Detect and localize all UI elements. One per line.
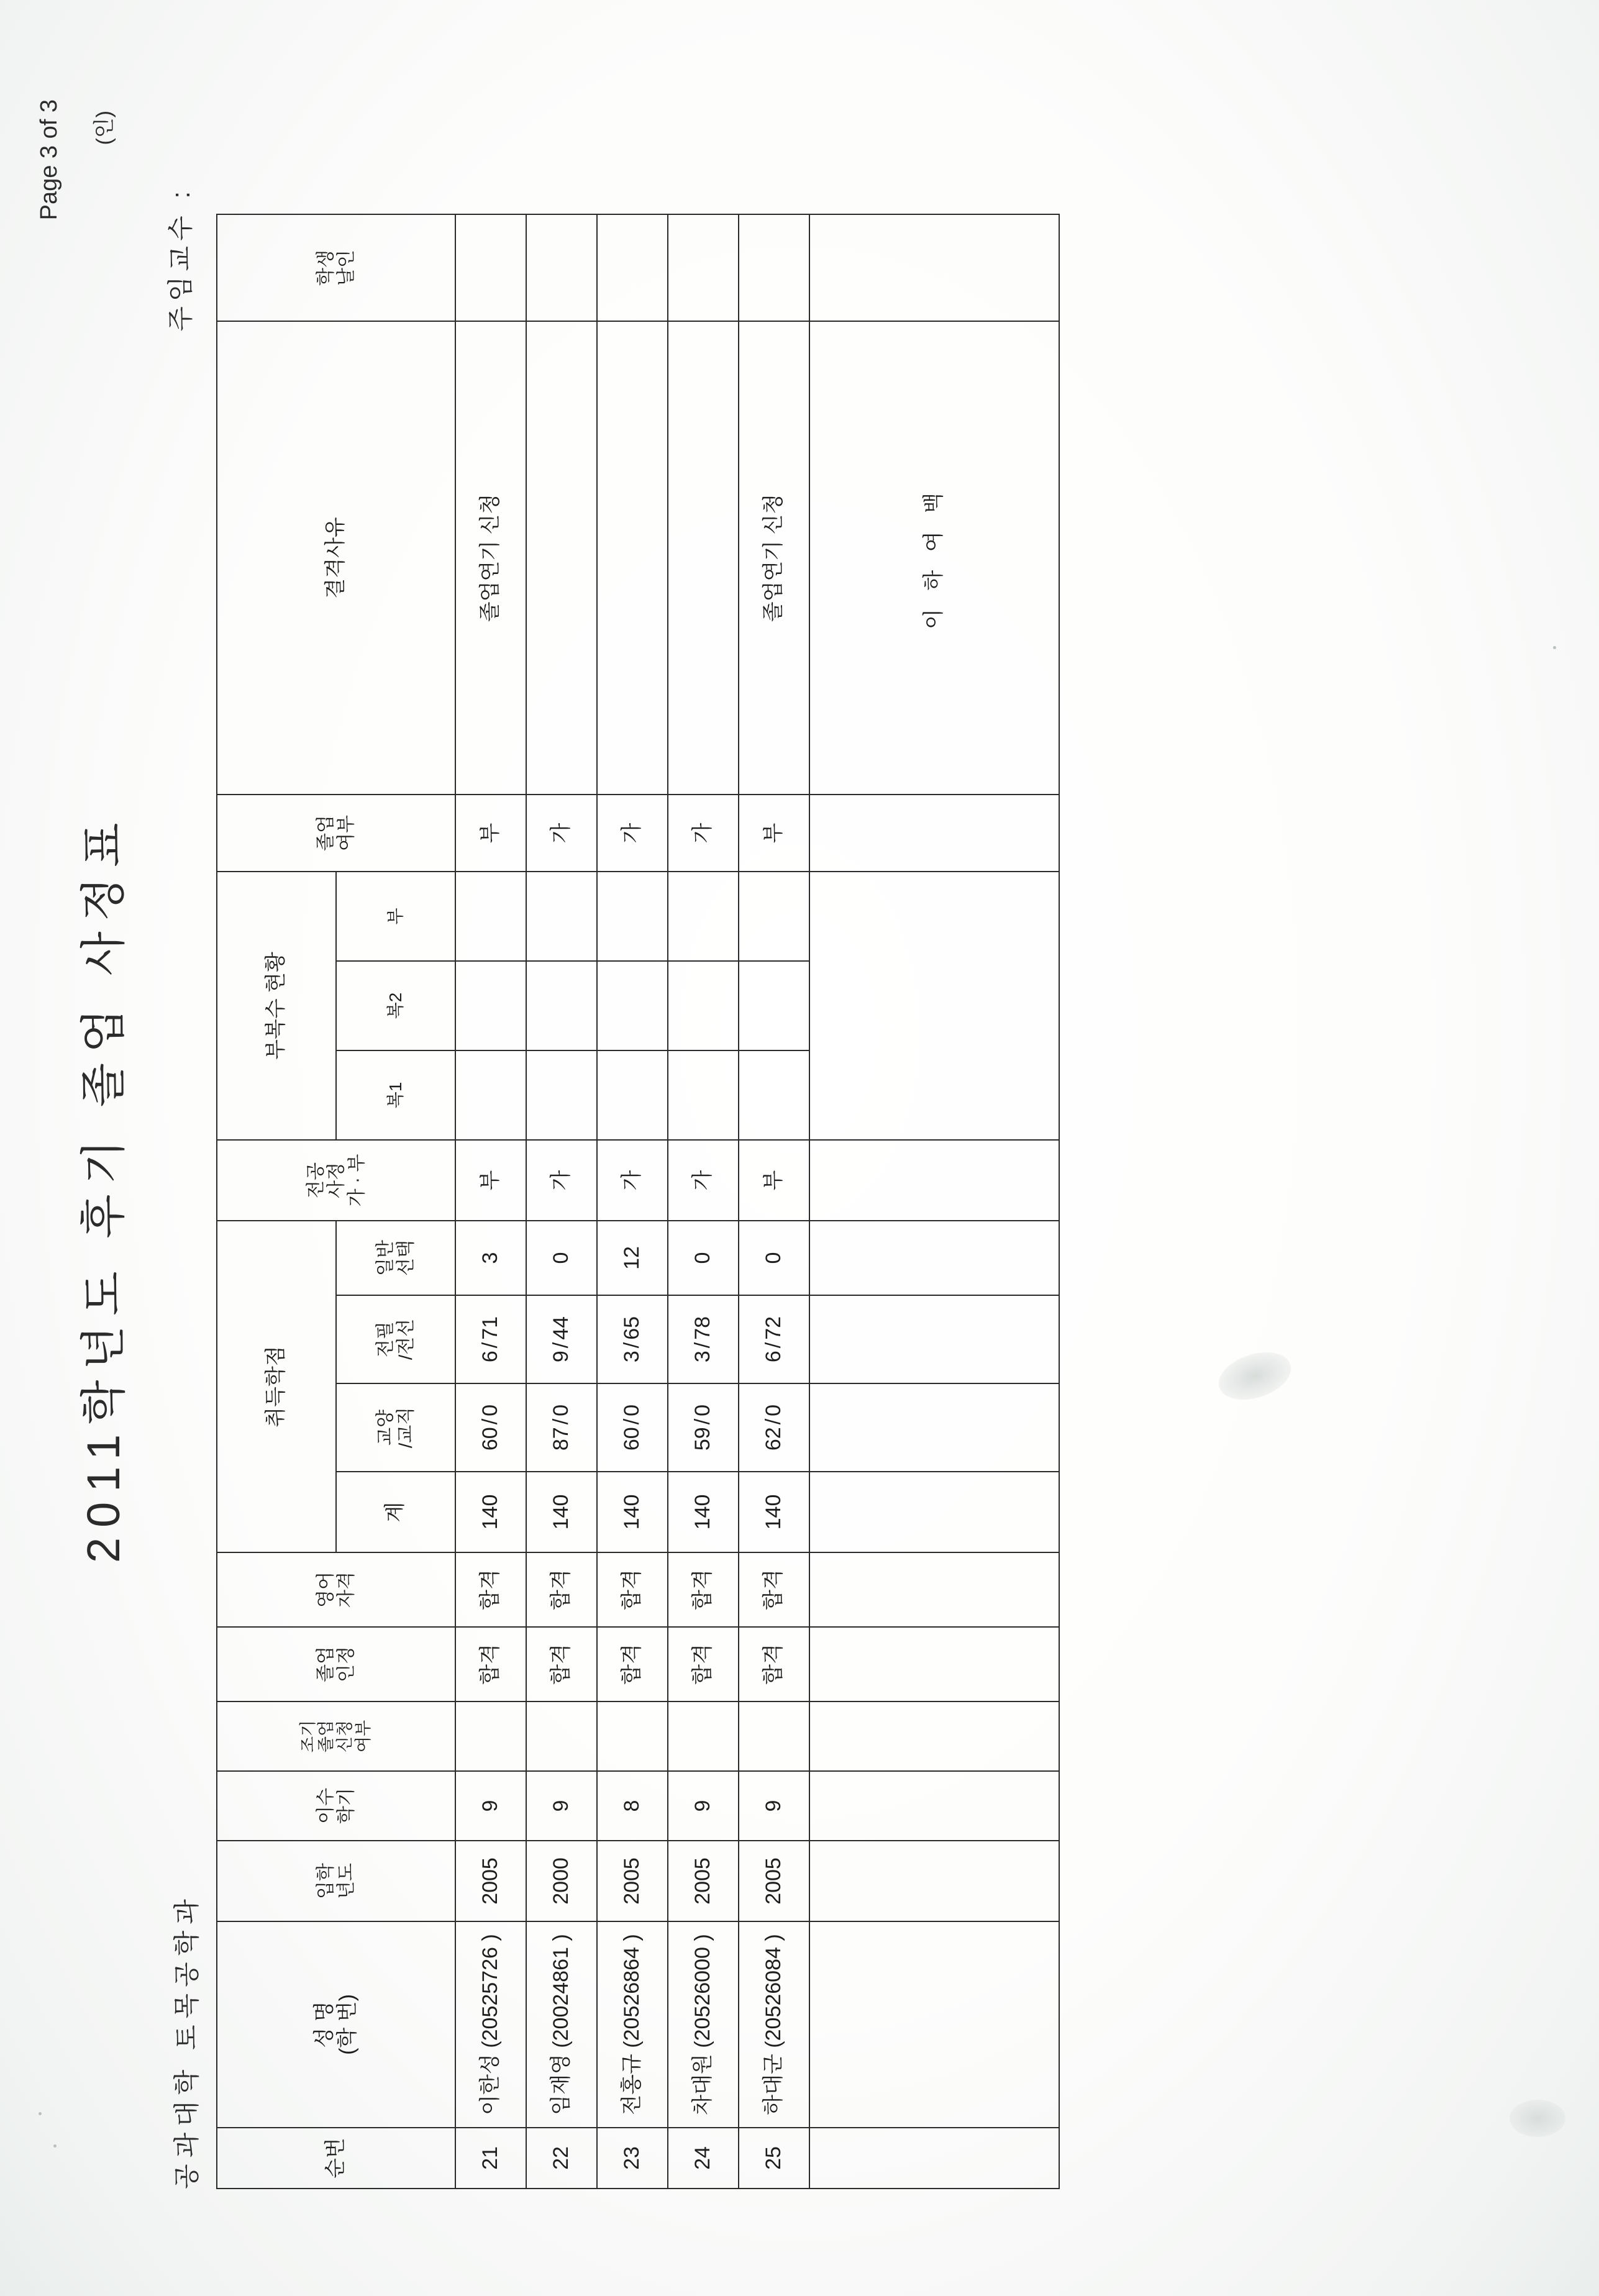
cell-grad-yn: 부 [455,795,526,872]
page-title: 2011학년도 후기 졸업 사정표 [78,813,129,1563]
cell-minor [527,872,596,960]
cell-semesters: 9 [739,1771,809,1841]
cell-double-1 [598,1050,667,1139]
cell-name [809,1921,1059,2128]
cell-reason: 졸업연기 신청 [455,321,526,795]
table-row [739,214,809,2189]
scan-speck [1553,646,1556,649]
cell-entrance-year: 2005 [455,1841,526,1921]
scan-smudge [1510,2100,1565,2137]
cell-no: 23 [597,2128,668,2189]
cell-early-grad [526,1702,597,1771]
cell-double-major [526,872,597,1140]
header-english: 영어 자격 [217,1552,455,1627]
cell-signature [597,214,668,321]
cell-prior-review: 가 [668,1140,739,1221]
header-credits-major: 교양 /교직 [336,1383,455,1472]
header-double-1: 복1 [337,1050,455,1139]
cell-credits-liberal: 3/78 [668,1295,739,1383]
table-tail-row [809,214,1059,2189]
header-double-2: 복2 [337,960,455,1050]
student-name: 전홍규 [620,2054,644,2115]
cell-early-grad [455,1702,526,1771]
cell-double-1 [456,1050,526,1139]
table-body [455,214,1059,2189]
scan-speck [53,2144,57,2148]
table-row [526,214,597,2189]
cell-minor [668,872,738,960]
cell-credits-general: 3 [455,1221,526,1295]
cell-name [597,1921,668,2128]
cell-grad-requirement: 합격 [597,1627,668,1702]
cell-entrance-year: 2000 [526,1841,597,1921]
header-credits-group: 취득학점 [217,1221,336,1552]
cell-credits-total: 140 [597,1472,668,1552]
cell-english: 합격 [455,1552,526,1627]
cell-double-major [455,872,526,1140]
cell-credits-liberal: 6/72 [739,1295,809,1383]
cell-name [668,1921,739,2128]
header-minor: 부 [385,908,405,925]
cell-credits-liberal: 3/65 [597,1295,668,1383]
cell-double-major [809,872,1059,1140]
student-name: 임재영 [549,2054,573,2115]
cell-english: 합격 [668,1552,739,1627]
student-name: 차대원 [691,2054,715,2115]
cell-name [526,1921,597,2128]
cell-reason [526,321,597,795]
header-credits-liberal: 전필 /전선 [336,1295,455,1383]
cell-credits-total [809,1472,1059,1552]
student-id: (20525726 ) [478,1934,503,2048]
student-id: (20526084 ) [762,1934,786,2048]
cell-credits-general: 0 [668,1221,739,1295]
cell-credits-major: 60/0 [597,1383,668,1472]
header-name [217,1921,455,2128]
cell-credits-general: 0 [739,1221,809,1295]
header-row [217,214,336,2189]
cell-double-2 [668,960,738,1050]
cell-early-grad [809,1702,1059,1771]
header-grad-yn: 졸업 여부 [217,795,455,872]
cell-no [809,2128,1059,2189]
header-name-line1: 성 명 [312,2001,336,2048]
cell-no: 21 [455,2128,526,2189]
cell-signature [526,214,597,321]
cell-credits-total: 140 [668,1472,739,1552]
cell-semesters: 9 [455,1771,526,1841]
cell-credits-liberal: 6/71 [455,1295,526,1383]
cell-reason [597,321,668,795]
header-double-major: 부복수 현황 [217,872,336,1140]
cell-credits-general [809,1221,1059,1295]
cell-prior-review: 부 [455,1140,526,1221]
cell-double-2 [456,960,526,1050]
professor-label: 주임교수 : [166,186,195,332]
cell-name [739,1921,809,2128]
cell-semesters [809,1771,1059,1841]
cell-minor [739,872,809,960]
cell-semesters: 9 [526,1771,597,1841]
cell-double-1 [668,1050,738,1139]
cell-double-major [597,872,668,1140]
cell-credits-major [809,1383,1059,1472]
cell-prior-review: 부 [739,1140,809,1221]
cell-no: 25 [739,2128,809,2189]
seal-label: (인) [93,111,116,145]
cell-double-1 [739,1050,809,1139]
cell-signature [739,214,809,321]
header-prior-review: 전공 사정 가 · 부 [217,1140,455,1221]
cell-double-major [739,872,809,1140]
cell-semesters: 8 [597,1771,668,1841]
cell-name [455,1921,526,2128]
student-name: 하대군 [762,2054,786,2115]
cell-credits-general: 12 [597,1221,668,1295]
table-row [668,214,739,2189]
cell-credits-major: 59/0 [668,1383,739,1472]
cell-reason: 졸업연기 신청 [739,321,809,795]
cell-prior-review: 가 [526,1140,597,1221]
cell-credits-total: 140 [739,1472,809,1552]
header-semesters: 이수 학기 [217,1771,455,1841]
cell-credits-major: 87/0 [526,1383,597,1472]
header-early-graduation: 조기 졸업 신청 여부 [217,1702,455,1771]
cell-grad-yn: 가 [668,795,739,872]
header-entrance-year: 입학 년도 [217,1841,455,1921]
cell-signature [668,214,739,321]
cell-entrance-year: 2005 [597,1841,668,1921]
cell-semesters: 9 [668,1771,739,1841]
header-no: 순번 [217,2128,455,2189]
cell-english: 합격 [526,1552,597,1627]
cell-early-grad [597,1702,668,1771]
header-grad-requirement: 졸업 인정 [217,1627,455,1702]
cell-prior-review [809,1140,1059,1221]
cell-english: 합격 [739,1552,809,1627]
cell-signature [809,214,1059,321]
department-label: 공과대학 토목공학과 [172,1893,201,2189]
header-signature: 학생 날인 [217,214,455,321]
student-id: (20526864 ) [620,1934,644,2048]
footer-note: 이 하 여 백 [809,321,1059,795]
header-credits-total: 계 [336,1472,455,1552]
cell-grad-yn [809,795,1059,872]
cell-grad-yn: 부 [739,795,809,872]
cell-reason [668,321,739,795]
cell-grad-yn: 가 [526,795,597,872]
cell-grad-requirement: 합격 [455,1627,526,1702]
cell-entrance-year [809,1841,1059,1921]
cell-grad-requirement: 합격 [526,1627,597,1702]
cell-early-grad [739,1702,809,1771]
cell-entrance-year: 2005 [739,1841,809,1921]
table-row [455,214,526,2189]
header-credits-general: 일반 선택 [336,1221,455,1295]
cell-credits-general: 0 [526,1221,597,1295]
header-double-major-sub [336,872,455,1140]
cell-double-1 [527,1050,596,1139]
cell-minor [456,872,526,960]
cell-no: 24 [668,2128,739,2189]
scan-speck [39,2112,42,2115]
cell-grad-requirement: 합격 [668,1627,739,1702]
cell-credits-liberal [809,1295,1059,1383]
cell-credits-liberal: 9/44 [526,1295,597,1383]
cell-credits-total: 140 [455,1472,526,1552]
cell-credits-major: 62/0 [739,1383,809,1472]
table-header [217,214,455,2189]
cell-minor [598,872,667,960]
page-number: Page 3 of 3 [36,99,62,221]
cell-double-major [668,872,739,1140]
graduation-evaluation-table [216,214,1060,2189]
cell-english [809,1552,1059,1627]
cell-double-2 [527,960,596,1050]
table-row [597,214,668,2189]
cell-english: 합격 [597,1552,668,1627]
cell-signature [455,214,526,321]
cell-grad-requirement [809,1627,1059,1702]
student-id: (20526000 ) [691,1934,715,2048]
cell-credits-major: 60/0 [455,1383,526,1472]
cell-early-grad [668,1702,739,1771]
cell-grad-requirement: 합격 [739,1627,809,1702]
cell-credits-total: 140 [526,1472,597,1552]
cell-no: 22 [526,2128,597,2189]
cell-double-2 [598,960,667,1050]
student-id: (20024861 ) [549,1934,573,2048]
header-reason: 결격사유 [217,321,455,795]
header-name-line2: (학 번) [335,1994,359,2055]
cell-double-2 [739,960,809,1050]
student-name: 이한성 [478,2054,503,2115]
cell-entrance-year: 2005 [668,1841,739,1921]
cell-prior-review: 가 [597,1140,668,1221]
cell-grad-yn: 가 [597,795,668,872]
